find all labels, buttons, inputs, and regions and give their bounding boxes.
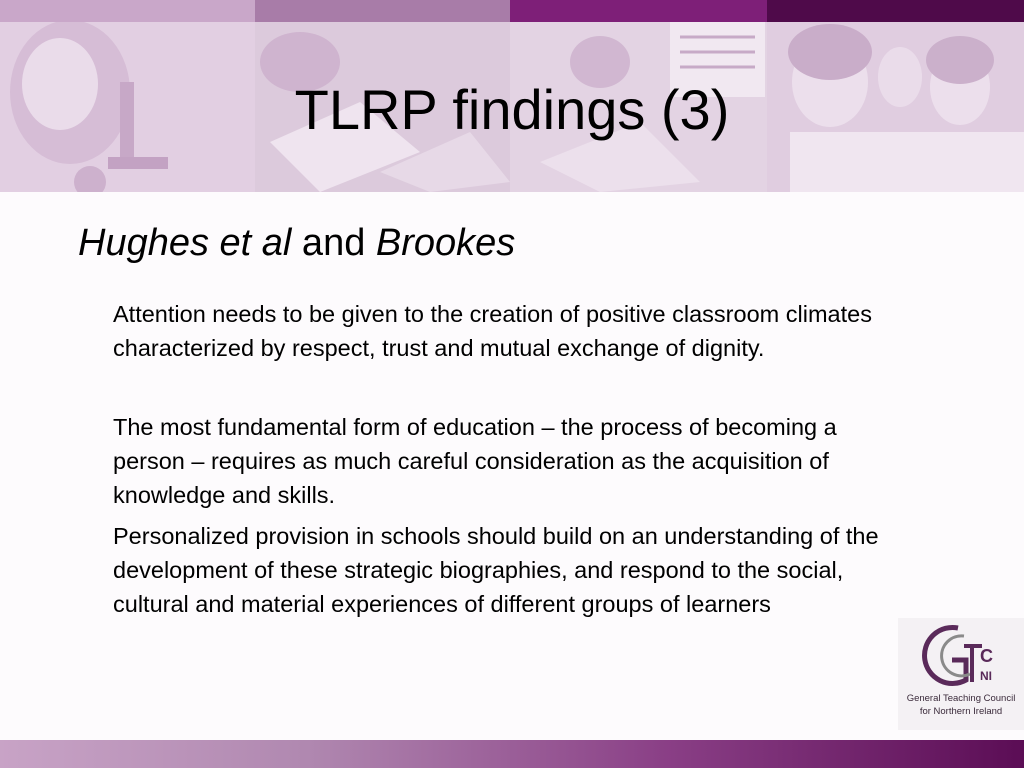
logo-ni-letters: NI — [980, 669, 992, 683]
logo-c-letter: C — [980, 646, 993, 666]
subtitle-conjunction: and — [291, 222, 376, 264]
gtcni-logo-mark — [920, 622, 1002, 690]
bottom-color-strip — [0, 740, 1024, 768]
slide-title: TLRP findings (3) — [294, 78, 730, 141]
top-color-strip — [0, 0, 1024, 22]
logo-caption-line-1: General Teaching Council — [906, 693, 1016, 704]
subtitle-author-1: Hughes et al — [78, 222, 292, 264]
finding-paragraph-3: Personalized provision in schools should build on an understanding of the development of these strategic biographies, and respond to the social, cultural and material experiences of different groups of learners — [113, 523, 879, 617]
subtitle-author-2: Brookes — [375, 222, 516, 264]
header-photo-banner — [0, 22, 1024, 192]
logo-caption — [898, 692, 1024, 718]
finding-paragraph-1: Attention needs to be given to the creation of positive classroom climates characterized by respect, trust and mutual exchange of dignity. — [113, 301, 872, 361]
gtcni-logo — [898, 618, 1024, 730]
logo-caption-line-2: for Northern Ireland — [919, 706, 1003, 717]
slide-subtitle — [78, 222, 515, 265]
finding-paragraph-2: The most fundamental form of education – the process of becoming a person – requires as much careful consideration as the acquisition of knowledge and skills. — [113, 414, 837, 508]
